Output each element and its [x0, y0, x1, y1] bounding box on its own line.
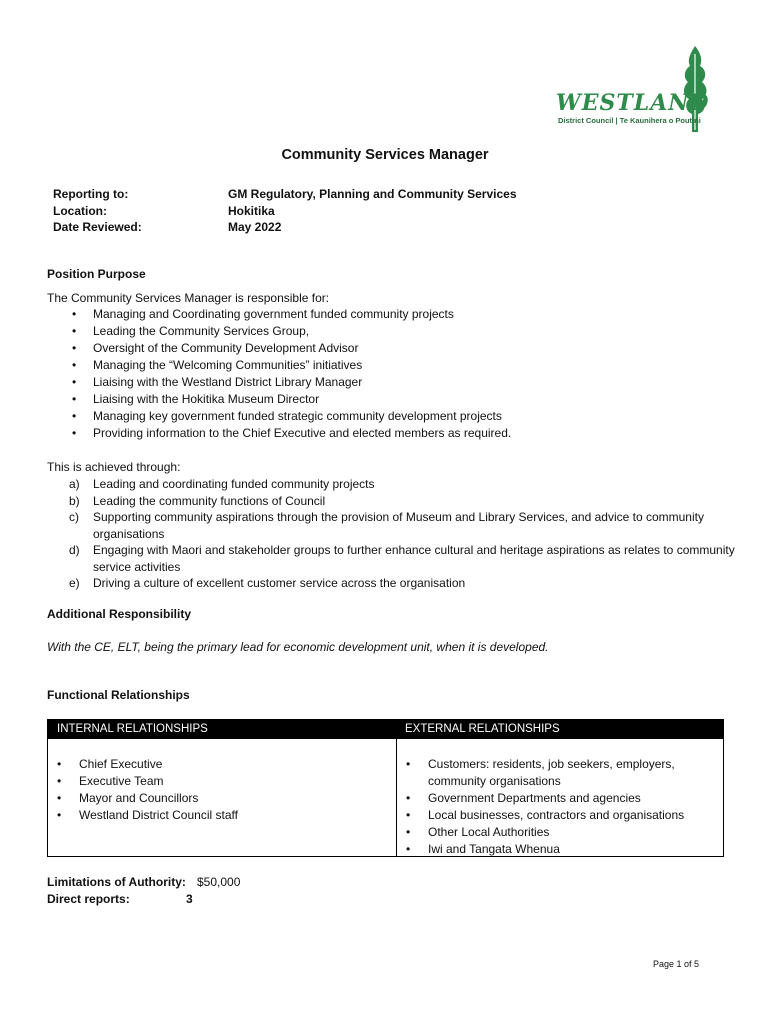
list-item: • Managing and Coordinating government funded community projects: [47, 306, 511, 323]
meta-row: [53, 187, 517, 204]
internal-list: [48, 756, 388, 824]
list-item: • Government Departments and agencies: [397, 790, 697, 807]
list-text: Leading and coordinating funded community projects: [93, 477, 375, 491]
westland-logo: [552, 44, 717, 136]
document-title: Community Services Manager: [281, 147, 489, 163]
position-purpose-intro: The Community Services Manager is responsible for:: [47, 291, 330, 305]
external-header: EXTERNAL RELATIONSHIPS: [397, 720, 724, 739]
list-item: • Leading the Community Services Group,: [47, 323, 511, 340]
meta-row: [53, 220, 517, 237]
list-item: • Customers: residents, job seekers, employers, community organisations: [397, 756, 697, 790]
list-marker: b): [69, 493, 80, 508]
list-item: [47, 542, 753, 575]
list-item: • Westland District Council staff: [48, 807, 388, 824]
limits-row: [47, 892, 240, 909]
meta-row: [53, 204, 517, 221]
list-text: Engaging with Maori and stakeholder groups to further enhance cultural and heritage aspirations as relates to community service activities: [93, 543, 735, 574]
list-marker: a): [69, 477, 80, 491]
list-item: [47, 509, 753, 542]
meta-label: Reporting to:: [53, 187, 129, 201]
internal-header: INTERNAL RELATIONSHIPS: [48, 720, 396, 739]
list-text: Leading the community functions of Council: [93, 493, 326, 508]
limits-row: [47, 875, 240, 892]
meta-label: Date Reviewed:: [53, 220, 142, 234]
meta-value: May 2022: [228, 220, 282, 234]
logo-subtitle: District Council | Te Kaunihera o Poutini: [558, 116, 701, 125]
achieved-list: [47, 476, 753, 592]
limits-section: [47, 875, 240, 909]
list-item: • Chief Executive: [48, 756, 388, 773]
list-item: • Executive Team: [48, 773, 388, 790]
list-item: [47, 575, 753, 592]
list-text: Driving a culture of excellent customer service across the organisation: [93, 576, 466, 590]
list-marker: c): [69, 510, 79, 524]
achieved-intro: This is achieved through:: [47, 460, 181, 474]
logo-wordmark: WESTLAND: [556, 90, 710, 116]
list-marker: d): [69, 543, 80, 557]
authority-value: $50,000: [197, 875, 241, 889]
reports-value: 3: [186, 892, 193, 906]
list-item: [47, 476, 753, 493]
list-item: • Mayor and Councillors: [48, 790, 388, 807]
list-item: • Other Local Authorities: [397, 824, 697, 841]
relationships-table: [47, 719, 724, 857]
list-text: Supporting community aspirations through the provision of Museum and Library Services, and advice to community organisations: [93, 510, 704, 541]
list-item: • Liaising with the Hokitika Museum Director: [47, 391, 511, 408]
functional-heading: Functional Relationships: [47, 688, 190, 702]
meta-label: Location:: [53, 203, 107, 218]
list-item: • Iwi and Tangata Whenua: [397, 841, 697, 858]
list-item: • Providing information to the Chief Executive and elected members as required.: [47, 425, 511, 442]
position-purpose-heading: Position Purpose: [47, 267, 146, 281]
page-number: Page 1 of 5: [653, 959, 700, 969]
purpose-list: [47, 306, 511, 442]
list-item: • Managing the “Welcoming Communities” initiatives: [47, 357, 511, 374]
external-list: [397, 756, 697, 858]
meta-value: Hokitika: [228, 203, 275, 218]
additional-heading: Additional Responsibility: [47, 607, 192, 621]
additional-text: With the CE, ELT, being the primary lead for economic development unit, when it is developed.: [47, 640, 549, 654]
list-item: • Liaising with the Westland District Library Manager: [47, 374, 511, 391]
reports-label: Direct reports:: [47, 892, 130, 906]
list-item: • Managing key government funded strategic community development projects: [47, 408, 511, 425]
list-item: • Oversight of the Community Development Advisor: [47, 340, 511, 357]
job-meta: [53, 187, 517, 237]
list-item: • Local businesses, contractors and organisations: [397, 807, 697, 824]
authority-label: Limitations of Authority:: [47, 875, 186, 889]
list-item: [47, 493, 753, 510]
list-marker: e): [69, 576, 80, 590]
meta-value: GM Regulatory, Planning and Community Services: [228, 187, 517, 201]
